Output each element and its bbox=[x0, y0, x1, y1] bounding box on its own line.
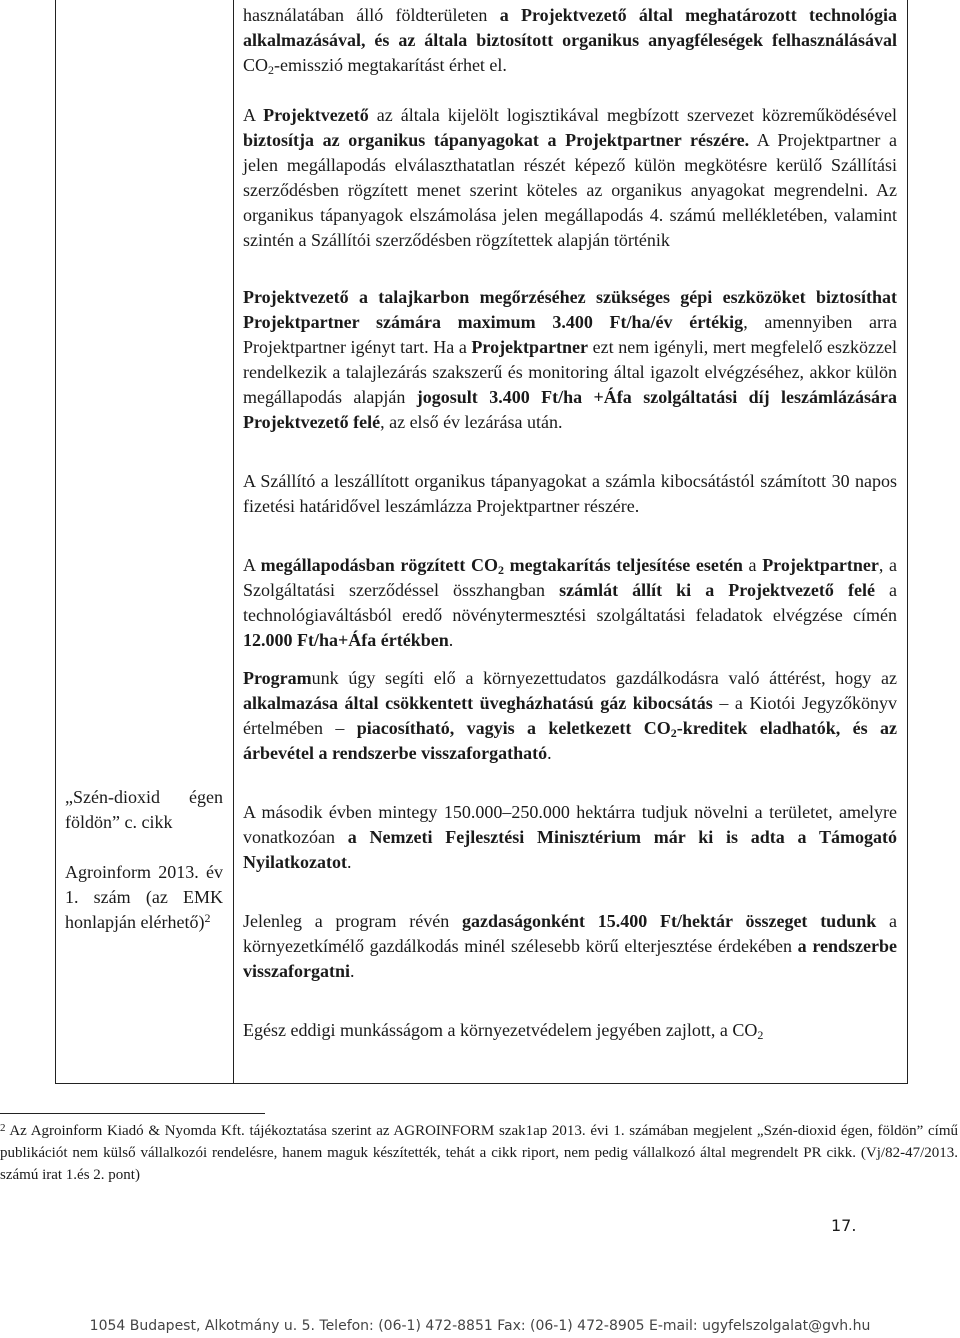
p5-subscript: 2 bbox=[497, 563, 504, 577]
p5-text-2: a bbox=[742, 555, 763, 575]
p1-bold-1: a Projektvezető által meghatározott technológia alkalmazásával, és az általa biztosított organikus anyagféleségek felhasználásával bbox=[243, 5, 897, 50]
p8-text-2: a környezetkímélő gazdálkodás minél szélesebb körű elterjesztése érdekében bbox=[243, 911, 898, 956]
p3-bold-2: Projektpartner bbox=[471, 337, 589, 357]
footnote-separator bbox=[0, 1113, 265, 1114]
p3-bold-1: Projektvezető a talajkarbon megőrzéséhez szükséges gépi eszközöket biztosíthat Projektpartner számára maximum 3.400 Ft/ha/év értékig bbox=[243, 287, 897, 332]
p2-bold-1: Projektvezető bbox=[263, 105, 369, 125]
p5-text-5: . bbox=[448, 630, 454, 650]
column-divider bbox=[233, 0, 234, 1084]
p5-text-3: , a Szolgáltatási szerződéssel összhangban bbox=[243, 555, 897, 600]
page-footer: 1054 Budapest, Alkotmány u. 5. Telefon: (06-1) 472-8851 Fax: (06-1) 472-8905 E-mail: ugyfelszolgalat@gvh.hu bbox=[89, 1318, 871, 1334]
p3-bold-3: jogosult 3.400 Ft/ha +Áfa szolgáltatási díj leszámlázására Projektvezető felé bbox=[243, 387, 898, 432]
footnote-text: Az Agroinform Kiadó & Nyomda Kft. tájékoztatása szerint az AGROINFORM szak1ap 2013. évi 1. számában megjelent „Szén-dioxid égen, földön” című publikációt nem külső vállalkozói rendelésre, hanem maguk készítették, tehát a cikk riport, nem pedig vállalkozó által megrendelt PR cikk. (Vj/82-47/2013. számú irat 1.és 2. pont) bbox=[0, 1123, 958, 1183]
p7-text-2: . bbox=[346, 852, 352, 872]
p2-text-1: A bbox=[243, 105, 264, 125]
p2-bold-2: biztosítja az organikus tápanyagokat a Projektpartner részére. bbox=[243, 130, 750, 150]
p6-bold-1: Program bbox=[243, 668, 312, 688]
p6-bold-2: alkalmazása által csökkentett üvegházhatású gáz kibocsátás bbox=[243, 693, 713, 713]
p8-bold-2: a rendszerbe visszaforgatni bbox=[243, 936, 897, 981]
p2-text-2: az általa kijelölt logisztikával megbízott szervezet közreműködésével bbox=[368, 105, 897, 125]
p5-bold-4: számlát állít ki a Projektvezető felé bbox=[559, 580, 875, 600]
p1-subscript: 2 bbox=[268, 63, 275, 77]
p6-subscript: 2 bbox=[670, 726, 677, 740]
citation-title: „Szén-dioxid égen földön” c. cikk bbox=[65, 787, 223, 832]
paragraph-4 bbox=[243, 469, 897, 519]
p2-text-3: A Projektpartner a jelen megállapodás elválaszthatatlan részét képező külön megkötésre kerülő Szállítási szerződésben rögzített menet szerint köteles az organikus anyagokat megrendelni. Az organikus tápanyagok elszámolása jelen megállapodás 4. számú mellékletében, valamint szintén a Szállítói szerződésben rögzítettek alapján történik bbox=[243, 130, 897, 250]
p5-bold-1: megállapodásban rögzített CO bbox=[260, 555, 498, 575]
p7-bold-1: a Nemzeti Fejlesztési Minisztérium már ki is adta a Támogató Nyilatkozatot bbox=[243, 827, 897, 872]
p1-text-3: -emisszió megtakarítást érhet el. bbox=[274, 55, 507, 75]
page-number: 17. bbox=[831, 1216, 857, 1235]
footnote-reference: 2 bbox=[204, 911, 211, 925]
p8-text-3: . bbox=[350, 961, 355, 981]
citation-source-text: Agroinform 2013. év 1. szám (az EMK honlapján elérhető) bbox=[65, 862, 223, 932]
document-table bbox=[55, 0, 908, 1084]
p6-bold-3: piacosítható, vagyis a keletkezett CO bbox=[356, 718, 671, 738]
p6-text-3: . bbox=[547, 743, 552, 763]
p6-bold-4: -kreditek eladhatók, és az árbevétel a rendszerbe visszaforgatható bbox=[243, 718, 897, 763]
p1-text-2: CO bbox=[243, 55, 269, 75]
paragraph-3 bbox=[243, 285, 897, 435]
p5-text-1: A bbox=[243, 555, 261, 575]
p8-bold-1: gazdaságonként 15.400 Ft/hektár összeget tudunk bbox=[461, 911, 877, 931]
citation-source bbox=[65, 860, 223, 935]
p1-text-1: használatában álló földterületen bbox=[243, 5, 500, 25]
footnote bbox=[0, 1120, 958, 1186]
p5-bold-5: 12.000 Ft/ha+Áfa értékben bbox=[243, 630, 449, 650]
paragraph-7 bbox=[243, 800, 897, 875]
paragraph-8 bbox=[243, 909, 897, 984]
p9-subscript: 2 bbox=[757, 1028, 764, 1042]
p3-text-3: , az első év lezárása után. bbox=[380, 412, 563, 432]
footnote-number: 2 bbox=[0, 1122, 6, 1134]
p9-text-1: Egész eddigi munkásságom a környezetvédelem jegyében zajlott, a CO bbox=[243, 1020, 758, 1040]
paragraph-1 bbox=[243, 3, 897, 78]
p5-bold-3: Projektpartner bbox=[762, 555, 879, 575]
paragraph-2 bbox=[243, 103, 897, 253]
left-cell-citation bbox=[65, 785, 223, 935]
p4-text-1: A Szállító a leszállított organikus tápanyagokat a számla kibocsátástól számított 30 napos fizetési határidővel leszámlázza Projektpartner részére. bbox=[243, 471, 897, 516]
paragraph-9 bbox=[243, 1018, 897, 1043]
p3-text-1: , amennyiben arra Projektpartner igényt tart. Ha a bbox=[243, 312, 897, 357]
right-cell-body bbox=[243, 3, 897, 1043]
p5-bold-2: megtakarítás teljesítése esetén bbox=[503, 555, 743, 575]
paragraph-6 bbox=[243, 666, 897, 766]
p3-text-2: ezt nem igényli, mert megfelelő eszközzel rendelkezik a talajlezárás szakszerű és monitoring által igazolt elvégzéséhez, akkor külön megállapodás alapján bbox=[243, 337, 897, 407]
p7-text-1: A második évben mintegy 150.000–250.000 hektárra tudjuk növelni a területet, amelyre vonatkozóan bbox=[243, 802, 897, 847]
p6-text-1: unk úgy segíti elő a környezettudatos gazdálkodásra való áttérést, hogy az bbox=[311, 668, 897, 688]
p5-text-4: a technológiaváltásból eredő növénytermesztési szolgáltatási feladatok elvégzése címén bbox=[243, 580, 897, 625]
paragraph-5 bbox=[243, 553, 897, 653]
p6-text-2: – a Kiotói Jegyzőkönyv értelmében – bbox=[243, 693, 897, 738]
p8-text-1: Jelenleg a program révén bbox=[243, 911, 462, 931]
